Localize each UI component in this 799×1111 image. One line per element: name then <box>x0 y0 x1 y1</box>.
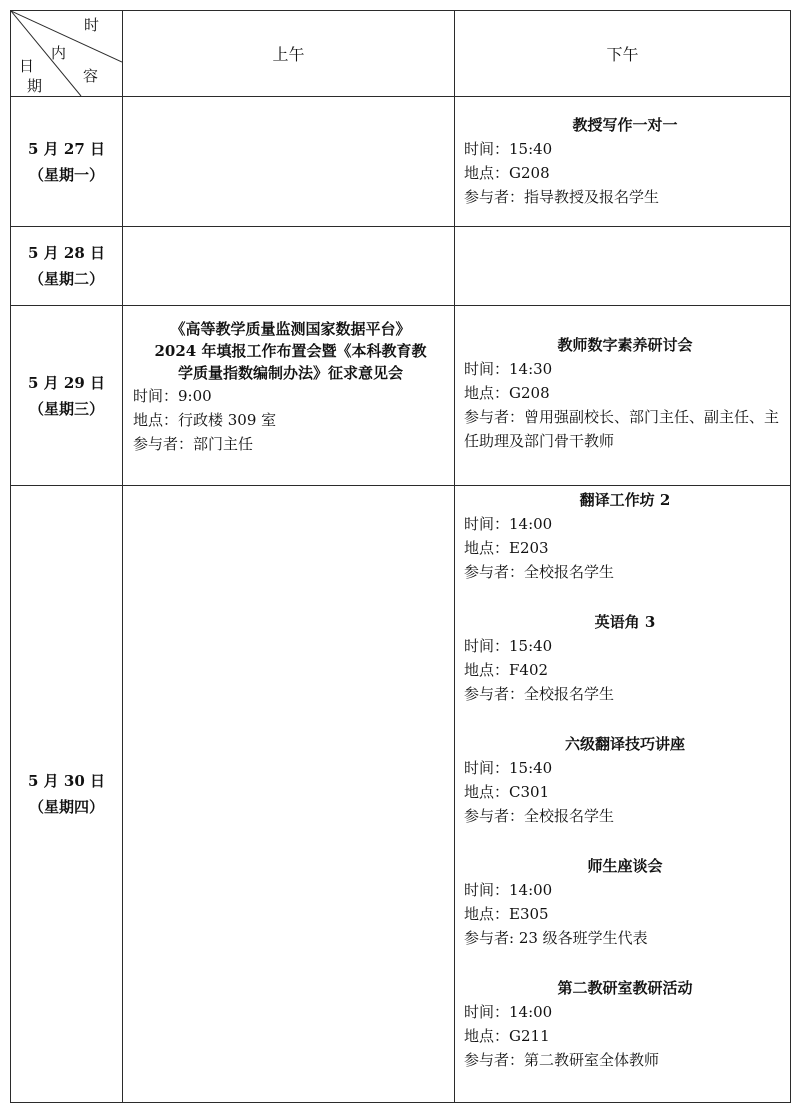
event <box>464 333 786 453</box>
event-place: 地点：E305 <box>464 905 549 923</box>
event-participants: 参与者：全校报名学生 <box>464 685 615 703</box>
border-right <box>790 10 791 1103</box>
event-place: 地点：G208 <box>464 384 550 402</box>
event <box>464 488 786 584</box>
event-time: 时间：14:30 <box>464 360 553 378</box>
date-cell <box>11 306 122 485</box>
event <box>464 854 786 950</box>
event-participants: 参与者：全校报名学生 <box>464 563 615 581</box>
event <box>464 113 786 209</box>
afternoon-cell <box>455 306 790 485</box>
border-bottom <box>10 1102 791 1103</box>
date-cell <box>11 97 122 226</box>
date-label: 5 月 27 日 <box>28 139 105 158</box>
morning-cell-empty <box>123 486 454 1102</box>
event-place: 地点：G208 <box>464 164 550 182</box>
event-participants: 参与者: 23 级各班学生代表 <box>464 929 648 947</box>
schedule-table <box>10 10 791 1103</box>
event-title: 第二教研室教研活动 <box>557 979 693 997</box>
event-title-line: 2024 年填报工作布置会暨《本科教育教 <box>154 342 427 360</box>
weekday-label: （星期二） <box>28 270 104 288</box>
header-corner-cell <box>11 11 122 96</box>
date-cell <box>11 227 122 305</box>
event-time: 时间：9:00 <box>133 387 212 405</box>
event-participants: 参与者：曾用强副校长、部门主任、副主任、主任助理及部门骨干教师 <box>464 408 780 450</box>
event-title-line: 学质量指数编制办法》征求意见会 <box>177 364 403 382</box>
corner-label-date: 期 <box>27 77 43 95</box>
corner-label-content: 内 <box>51 44 67 62</box>
event-title: 师生座谈会 <box>587 857 663 875</box>
event <box>464 976 786 1072</box>
corner-label-date: 日 <box>19 57 35 75</box>
date-label: 5 月 28 日 <box>28 244 105 262</box>
event-time: 时间：15:40 <box>464 759 553 777</box>
event-time: 时间：14:00 <box>464 881 553 899</box>
event-time: 时间：15:40 <box>464 140 553 158</box>
event-place: 地点：F402 <box>464 661 549 679</box>
event-participants: 参与者：第二教研室全体教师 <box>464 1051 660 1069</box>
event-place: 地点：C301 <box>464 783 550 801</box>
event-place: 地点：行政楼 309 室 <box>133 411 277 429</box>
date-label: 5 月 29 日 <box>28 373 105 392</box>
weekday-label: （星期四） <box>28 798 104 816</box>
event-title: 教授写作一对一 <box>572 116 678 134</box>
event-time: 时间：14:00 <box>464 1003 553 1021</box>
afternoon-cell-empty <box>455 227 790 305</box>
event-title: 六级翻译技巧讲座 <box>564 735 685 753</box>
event-place: 地点：G211 <box>464 1027 550 1045</box>
event <box>464 610 786 706</box>
event-time: 时间：15:40 <box>464 637 553 655</box>
morning-cell <box>123 306 454 485</box>
event-participants: 参与者：部门主任 <box>133 435 254 453</box>
header-afternoon: 下午 <box>606 45 639 64</box>
morning-cell-empty <box>123 227 454 305</box>
corner-label-content: 容 <box>83 67 99 85</box>
afternoon-cell <box>455 97 790 226</box>
corner-label-time: 时 <box>84 16 100 34</box>
morning-cell-empty <box>123 97 454 226</box>
event-title-line: 《高等教学质量监测国家数据平台》 <box>170 320 411 338</box>
event-title: 教师数字素养研讨会 <box>557 336 693 354</box>
date-label: 5 月 30 日 <box>28 772 105 790</box>
event-participants: 参与者：指导教授及报名学生 <box>464 188 660 206</box>
header-morning: 上午 <box>272 45 305 64</box>
event <box>464 732 786 828</box>
event-place: 地点：E203 <box>464 539 549 557</box>
date-cell <box>11 486 122 1102</box>
event-participants: 参与者：全校报名学生 <box>464 807 615 825</box>
event-time: 时间：14:00 <box>464 515 553 533</box>
weekday-label: （星期三） <box>28 399 104 418</box>
afternoon-cell <box>455 486 790 1102</box>
weekday-label: （星期一） <box>28 165 104 184</box>
event-title: 翻译工作坊 2 <box>579 491 671 509</box>
event-title: 英语角 3 <box>594 613 656 631</box>
